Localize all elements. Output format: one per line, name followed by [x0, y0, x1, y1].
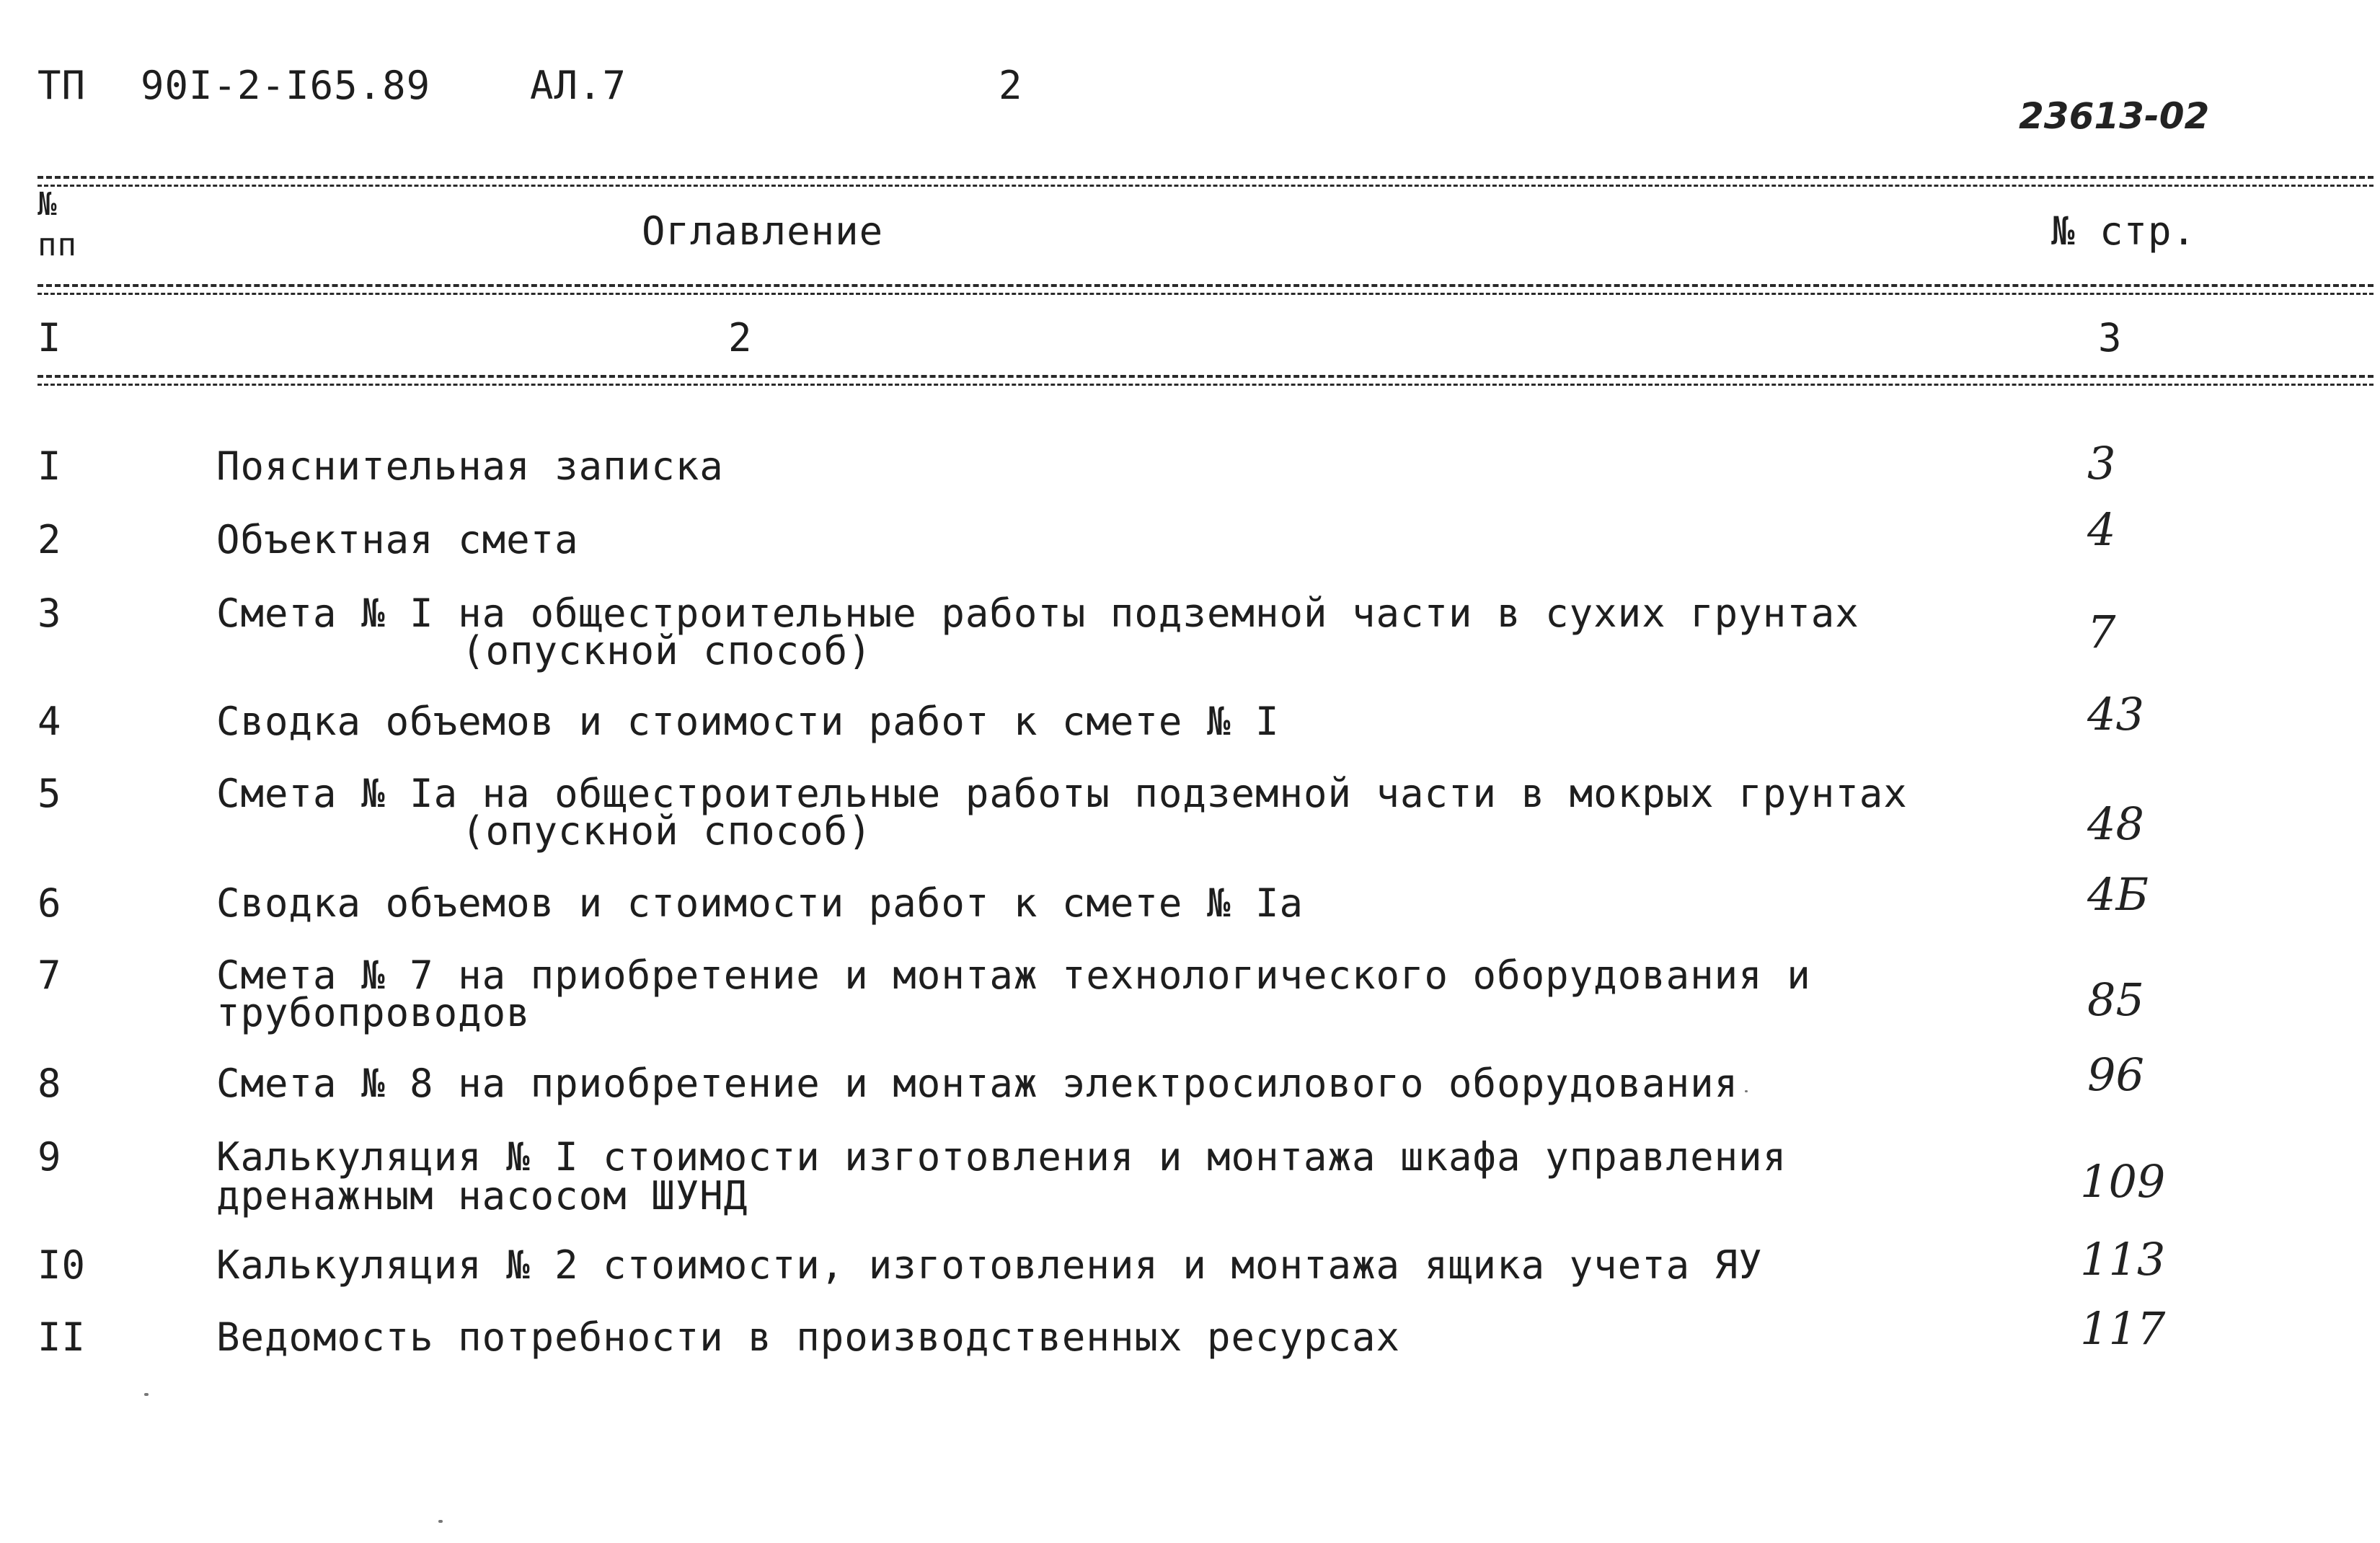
column-number-3: 3: [2098, 315, 2123, 361]
row-title: Калькуляция № 2 стоимости, изготовления и монтажа ящика учета ЯУ: [216, 1242, 1763, 1288]
handwritten-code: 23613-02: [2019, 95, 2210, 137]
row-title: Ведомость потребности в производственных ресурсах: [216, 1314, 1401, 1360]
row-number: 5: [37, 771, 62, 816]
row-number: 4: [37, 699, 62, 744]
row-page: 43: [2087, 688, 2144, 740]
column-number-2: 2: [728, 315, 753, 361]
row-title-continuation: (опускной способ): [461, 808, 872, 854]
row-number: II: [37, 1314, 87, 1360]
album-label: АЛ.7: [530, 63, 627, 108]
doc-number: 90I-2-I65.89: [141, 63, 431, 108]
row-title: Сводка объемов и стоимости работ к смете № I: [216, 699, 1280, 744]
row-number: 8: [37, 1061, 62, 1106]
row-page: 85: [2087, 973, 2144, 1026]
row-title: Сводка объемов и стоимости работ к смете № Iа: [216, 880, 1304, 926]
row-number: 7: [37, 952, 62, 998]
row-title: Смета № Iа на общестроительные работы подземной части в мокрых грунтах: [216, 771, 1908, 816]
row-title: Калькуляция № I стоимости изготовления и монтажа шкафа управления: [216, 1134, 1787, 1180]
row-page: 109: [2080, 1155, 2166, 1208]
row-title-continuation: трубопроводов: [216, 990, 531, 1035]
row-title: Смета № I на общестроительные работы подземной части в сухих грунтах: [216, 591, 1859, 636]
row-title-continuation: дренажным насосом ШУНД: [216, 1173, 748, 1219]
header-num-line2: пп: [37, 226, 77, 263]
header-title: Оглавление: [642, 208, 884, 254]
row-number: I: [37, 443, 62, 489]
header-num-line1: №: [37, 186, 58, 223]
scan-speck: [144, 1393, 149, 1396]
row-page: 7: [2087, 606, 2116, 658]
row-page: 4: [2087, 503, 2116, 556]
row-title-continuation: (опускной способ): [461, 628, 872, 673]
row-page: 96: [2087, 1048, 2144, 1101]
header-page: № стр.: [2051, 208, 2197, 254]
row-title: Смета № 7 на приобретение и монтаж технологического оборудования и: [216, 952, 1811, 998]
row-number: I0: [37, 1242, 87, 1288]
doc-prefix: ТП: [37, 63, 87, 108]
row-page: 4Б: [2087, 868, 2149, 921]
row-number: 9: [37, 1134, 62, 1180]
row-number: 2: [37, 517, 62, 562]
row-number: 3: [37, 591, 62, 636]
scan-speck: [438, 1520, 443, 1523]
row-page: 3: [2087, 437, 2116, 490]
row-number: 6: [37, 880, 62, 926]
row-title: Смета № 8 на приобретение и монтаж электросилового оборудования: [216, 1061, 1739, 1106]
row-title: Объектная смета: [216, 517, 579, 562]
page-number: 2: [999, 63, 1023, 108]
row-page: 117: [2080, 1302, 2166, 1355]
row-page: 48: [2087, 797, 2144, 850]
header-bottom-rule: [37, 284, 2374, 287]
row-title: Пояснительная записка: [216, 443, 724, 489]
scan-speck: [1745, 1090, 1748, 1092]
table-top-rule: [37, 176, 2374, 179]
column-number-rule: [37, 375, 2374, 378]
row-page: 113: [2080, 1233, 2166, 1286]
column-number-1: I: [37, 315, 62, 361]
